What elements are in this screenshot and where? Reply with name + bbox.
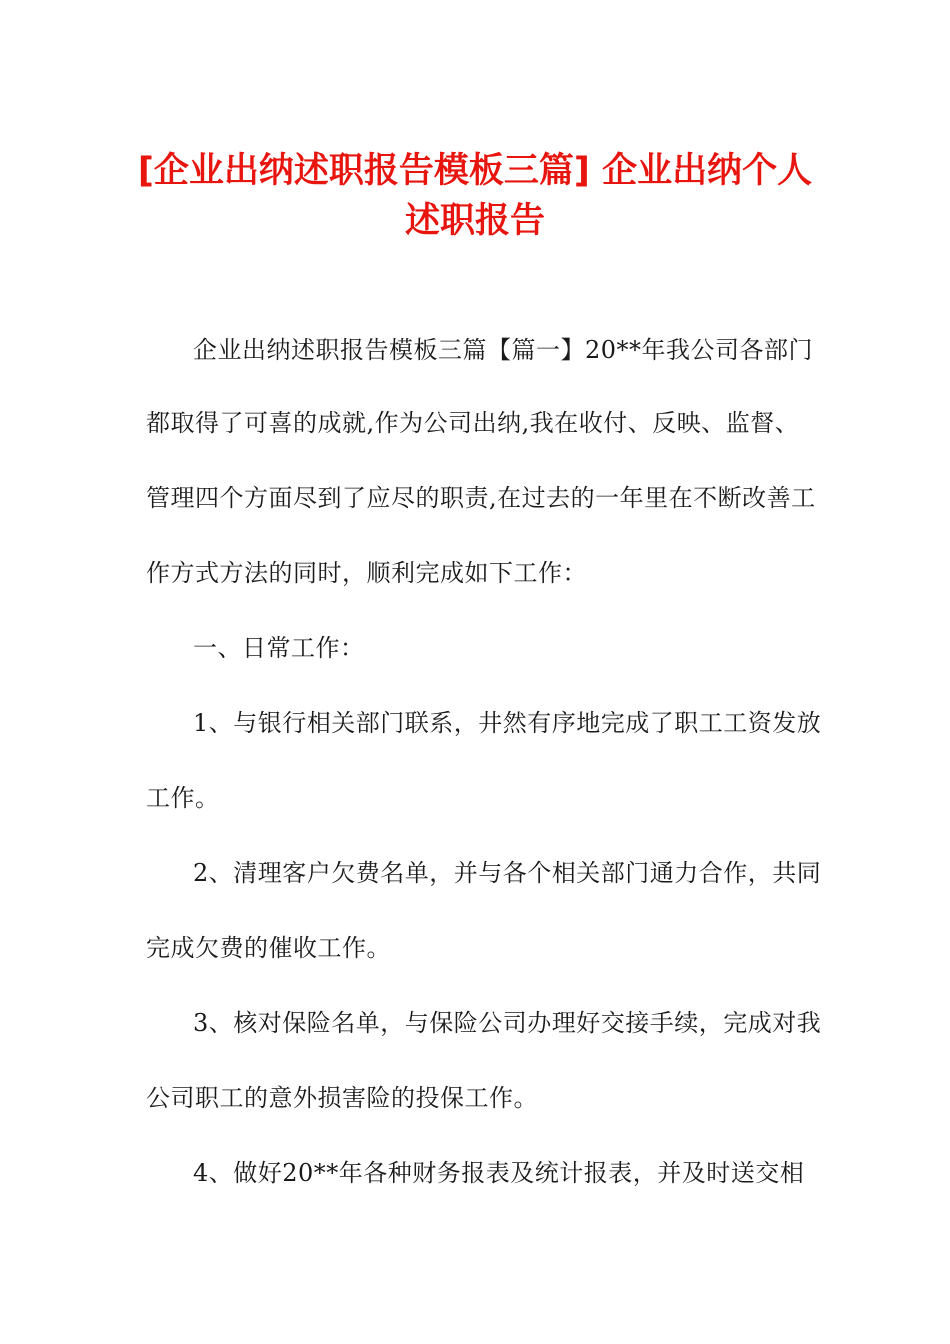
list-item-line: 3、核对保险名单，与保险公司办理好交接手续，完成对我 — [193, 1009, 822, 1037]
list-item-line: 公司职工的意外损害险的投保工作。 — [146, 1084, 538, 1112]
document-title-line-2: 述职报告 — [404, 201, 545, 241]
paragraph-line: 企业出纳述职报告模板三篇【篇一】20**年我公司各部门 — [193, 336, 814, 364]
section-heading: 一、日常工作： — [193, 634, 365, 662]
document-title-line-1: [企业出纳述职报告模板三篇] 企业出纳个人 — [137, 151, 813, 191]
list-item-line: 完成欠费的催收工作。 — [146, 934, 391, 962]
list-item-line: 2、清理客户欠费名单，并与各个相关部门通力合作，共同 — [193, 859, 822, 887]
paragraph-line: 管理四个方面尽到了应尽的职责,在过去的一年里在不断改善工 — [146, 484, 816, 512]
list-item-line: 4、做好20**年各种财务报表及统计报表，并及时送交相 — [193, 1159, 805, 1187]
list-item-line: 1、与银行相关部门联系，井然有序地完成了职工工资发放 — [193, 709, 822, 737]
paragraph-line: 都取得了可喜的成就,作为公司出纳,我在收付、反映、监督、 — [146, 409, 800, 437]
list-item-line: 工作。 — [146, 784, 220, 812]
paragraph-line: 作方式方法的同时，顺利完成如下工作： — [146, 559, 587, 587]
